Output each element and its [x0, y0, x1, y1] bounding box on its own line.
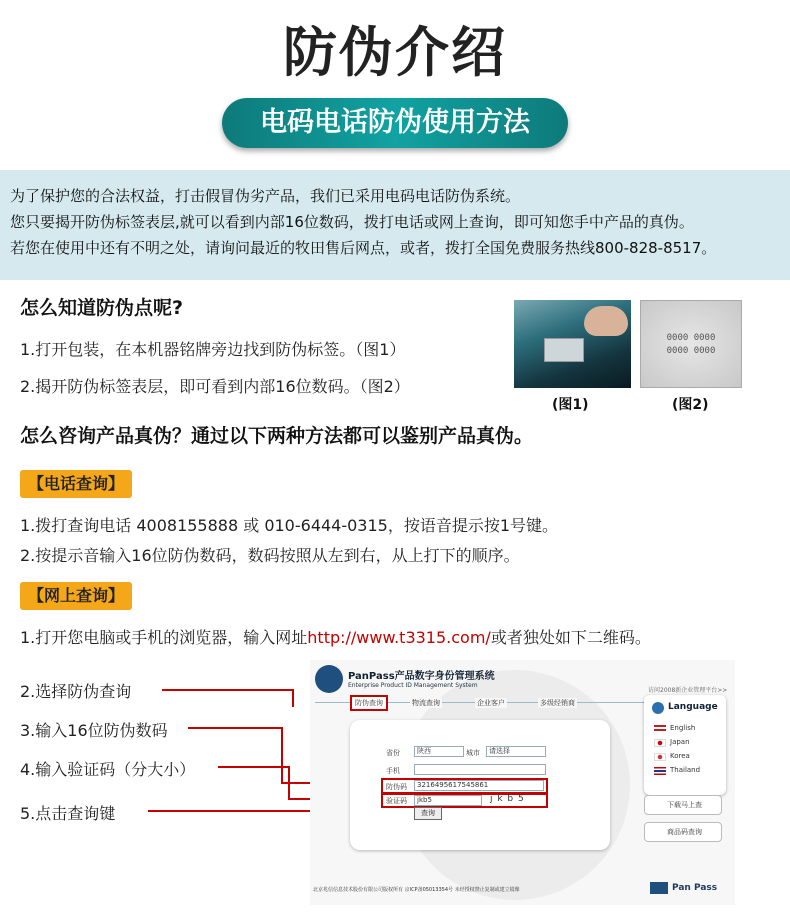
figure-2-photo [640, 300, 742, 388]
query-url-link[interactable]: http://www.t3315.com/ [307, 628, 491, 647]
nav-anti-fake-query[interactable]: 防伪查询 [350, 695, 388, 711]
phone-input[interactable] [414, 764, 546, 775]
lang-thailand[interactable]: Thailand [670, 766, 701, 774]
city-label: 城市 [466, 749, 480, 757]
thailand-flag-icon [654, 767, 666, 775]
pointer-line-2 [162, 689, 294, 691]
nav-multi-dealer[interactable]: 多级经销商 [540, 699, 575, 707]
online-step-3: 3.输入16位防伪数码 [20, 721, 168, 740]
online-step-1-prefix: 1.打开您电脑或手机的浏览器，输入网址 [20, 628, 308, 647]
page-title: 防伪介绍 [283, 21, 507, 84]
site-brand-sub: Enterprise Product ID Management System [348, 682, 478, 689]
language-panel [644, 695, 726, 795]
captcha-input[interactable]: jkb5 [414, 795, 482, 806]
product-code-query-button[interactable]: 商品码查询 [644, 822, 722, 842]
label-sticker [544, 338, 584, 362]
notice-box [0, 170, 790, 280]
nav-enterprise-client[interactable]: 企业客户 [477, 699, 505, 707]
pointer-line-3 [188, 727, 282, 729]
city-select[interactable]: 请选择 [486, 746, 546, 757]
online-step-1 [20, 625, 651, 648]
figure-2-caption: (图2) [672, 397, 709, 413]
province-select[interactable]: 陕西 [414, 746, 464, 757]
pointer-line-4 [218, 766, 290, 768]
figure-1-photo [514, 300, 631, 388]
pointer-line-4-v [288, 766, 290, 800]
download-button[interactable]: 下载马上查 [644, 795, 722, 815]
pointer-line-3-v [281, 727, 283, 783]
province-label: 省份 [386, 749, 400, 757]
online-step-4: 4.输入验证码（分大小） [20, 760, 196, 779]
online-query-tag: 【网上查询】 [20, 582, 132, 610]
subtitle-banner: 电码电话防伪使用方法 [222, 98, 568, 148]
language-title: Language [668, 702, 718, 712]
code-label: 防伪码 [386, 783, 407, 791]
nav-logistics-query[interactable]: 物流查询 [412, 699, 440, 707]
korea-flag-icon [654, 753, 666, 761]
lang-english[interactable]: English [670, 724, 696, 732]
captcha-image: j k b 5 [490, 794, 525, 804]
japan-flag-icon [654, 739, 666, 747]
phone-step-2: 2.按提示音输入16位防伪数码，数码按照从左到右，从上打下的顺序。 [20, 546, 520, 565]
visit-link[interactable]: 访问2008新企业管理平台>> [648, 687, 728, 694]
section2-heading: 怎么咨询产品真伪？通过以下两种方法都可以鉴别产品真伪。 [20, 425, 534, 447]
footer-logo-icon [650, 882, 668, 894]
site-brand: PanPass产品数字身份管理系统 [348, 671, 495, 682]
section1-step-1: 1.打开包装，在本机器铭牌旁边找到防伪标签。（图1） [20, 340, 406, 359]
phone-step-1: 1.拨打查询电话 4008155888 或 010-6444-0315，按语音提示按1号键。 [20, 516, 559, 535]
phone-label: 手机 [386, 767, 400, 775]
captcha-label: 验证码 [386, 797, 407, 805]
fig2-code-line: 0000 0000 [666, 346, 716, 356]
online-step-1-suffix: 或者独处如下二维码。 [490, 628, 651, 647]
online-step-2: 2.选择防伪查询 [20, 682, 132, 701]
fig2-code-line: 0000 0000 [666, 333, 716, 343]
notice-line: 若您在使用中还有不明之处，请询问最近的牧田售后网点，或者，拨打全国免费服务热线800-828-8517。 [10, 239, 717, 257]
figure-1-caption: (图1) [552, 397, 589, 413]
us-flag-icon [654, 725, 666, 733]
site-footer: 北京兆信信息技术股份有限公司版权所有 京ICP备05013354号 未经授权禁止复制或建立镜像 [313, 887, 520, 893]
notice-line: 您只要揭开防伪标签表层,就可以看到内部16位数码，拨打电话或网上查询，即可知您手中产品的真伪。 [10, 213, 694, 231]
query-site-screenshot [310, 660, 735, 905]
anti-fake-code-input[interactable]: 3216495617545861 [414, 780, 544, 791]
pointer-line-2-v [292, 689, 294, 707]
query-button[interactable]: 查询 [414, 807, 442, 820]
online-step-5: 5.点击查询键 [20, 804, 116, 823]
globe-icon [652, 702, 664, 714]
section1-heading: 怎么知道防伪点呢? [20, 297, 184, 319]
finger-shape [584, 306, 628, 336]
section1-step-2: 2.揭开防伪标签表层，即可看到内部16位数码。（图2） [20, 377, 410, 396]
notice-line: 为了保护您的合法权益，打击假冒伪劣产品，我们已采用电码电话防伪系统。 [10, 187, 521, 205]
phone-query-tag: 【电话查询】 [20, 470, 132, 498]
panpass-logo-icon [315, 665, 343, 693]
lang-japan[interactable]: Japan [670, 738, 690, 746]
footer-logo-text: Pan Pass [672, 883, 718, 893]
lang-korea[interactable]: Korea [670, 752, 690, 760]
